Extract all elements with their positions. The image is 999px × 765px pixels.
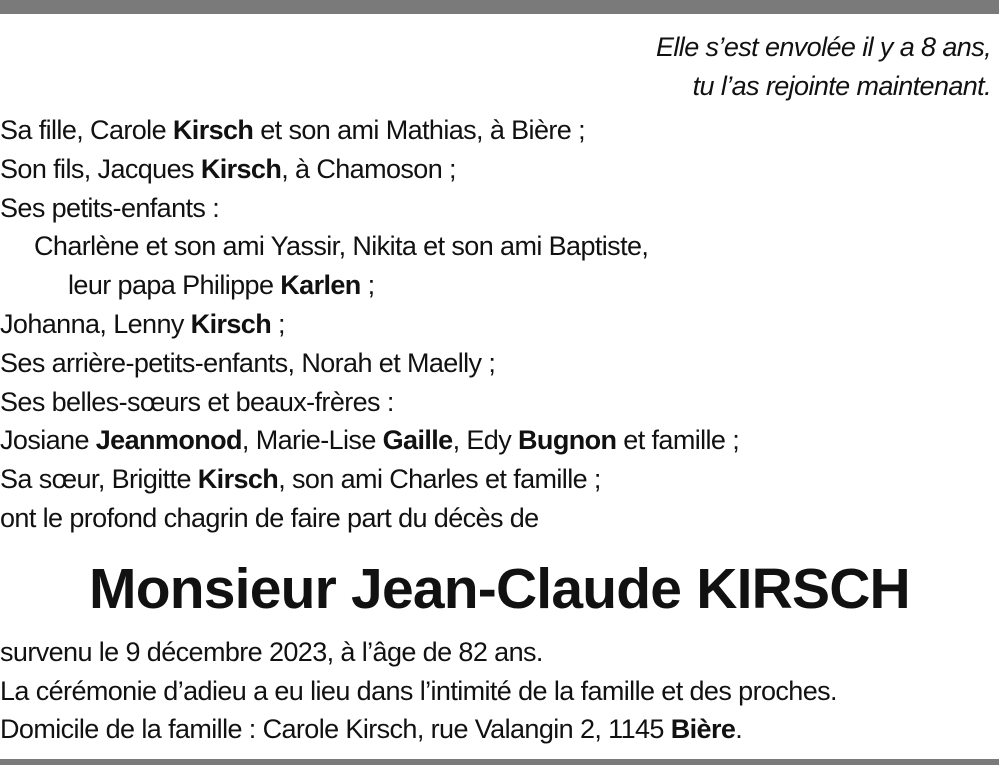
closing-line: survenu le 9 décembre 2023, à l’âge de 82 ans. [0,637,543,667]
bottom-border [0,759,999,765]
text-segment: . [735,714,743,744]
surname: Jeanmonod [95,425,242,456]
family-line [0,150,990,189]
closing-line [0,710,990,749]
closing-text [0,633,990,749]
text-segment: Sa sœur, Brigitte [0,464,198,495]
family-line: Ses petits-enfants : [0,192,220,223]
family-list [0,111,990,538]
surname: Karlen [280,270,361,301]
top-border [0,0,999,14]
place-name: Bière [670,714,736,744]
text-segment: Josiane [0,425,96,456]
text-segment: et famille ; [616,425,740,456]
text-segment: et son ami Mathias, à Bière ; [253,115,585,145]
text-segment: Sa fille, Carole [0,115,173,145]
surname: Kirsch [190,308,272,339]
text-segment: Domicile de la famille : Carole Kirsch, rue Valangin 2, 1145 [0,714,671,744]
surname: Kirsch [197,464,279,495]
family-line: Charlène et son ami Yassir, Nikita et son ami Baptiste, [34,231,649,262]
surname: Kirsch [200,153,282,184]
family-line [0,111,990,150]
text-segment: , Edy [452,425,519,456]
surname: Bugnon [518,425,617,456]
text-segment: leur papa Philippe [68,270,281,301]
text-segment: Son fils, Jacques [0,153,201,184]
family-line [0,266,990,305]
closing-line: La cérémonie d’adieu a eu lieu dans l’intimité de la famille et des proches. [0,675,837,706]
text-segment: ; [271,308,285,339]
text-segment: ; [360,270,375,301]
text-segment: , à Chamoson ; [281,153,456,184]
family-line: Ses arrière-petits-enfants, Norah et Maelly ; [0,347,496,378]
family-line [0,305,990,344]
family-line: Ses belles-sœurs et beaux-frères : [0,386,394,417]
family-line [0,460,990,499]
surname: Gaille [382,425,453,456]
text-segment: Johanna, Lenny [0,308,191,339]
epigraph-line-1: Elle s’est envolée il y a 8 ans, [656,32,991,62]
deceased-name: Monsieur Jean-Claude KIRSCH [89,557,910,621]
family-line [0,421,990,460]
epigraph [656,28,991,106]
text-segment: , Marie-Lise [241,425,383,456]
family-line: ont le profond chagrin de faire part du décès de [0,502,539,533]
surname: Kirsch [172,115,254,145]
text-segment: , son ami Charles et famille ; [278,464,601,495]
epigraph-line-2: tu l’as rejointe maintenant. [692,71,991,101]
